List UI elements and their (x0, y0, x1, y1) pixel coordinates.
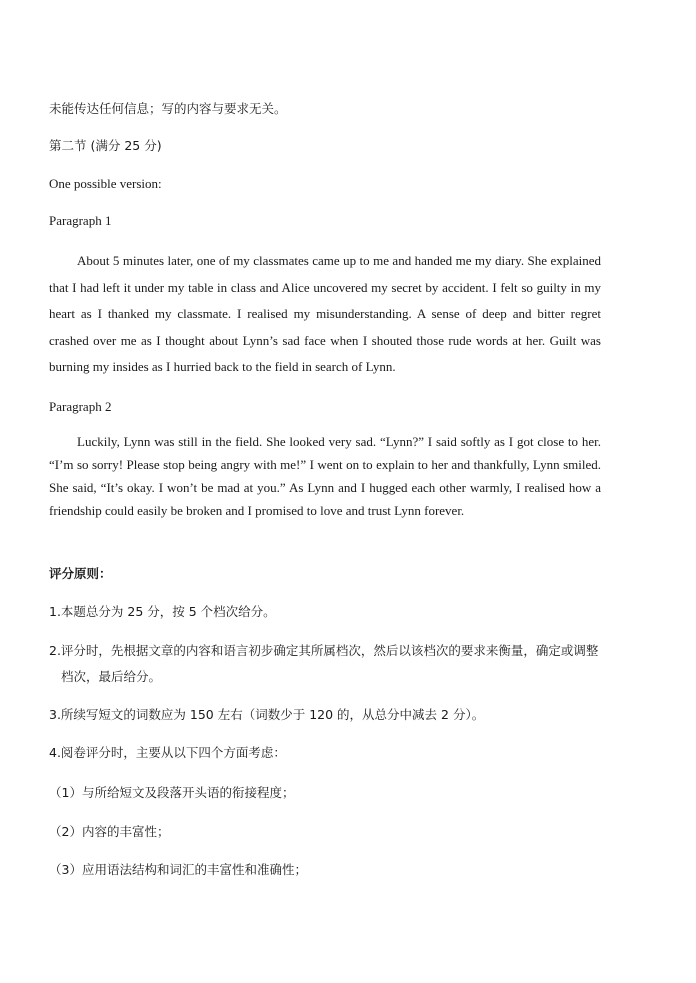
section-title: 第二节 (满分 25 分) (49, 138, 162, 153)
scoring-title: 评分原则： (49, 566, 112, 581)
version-label: One possible version: (49, 176, 162, 191)
paragraph-1-text: About 5 minutes later, one of my classmates came up to me and handed me my diary. She explained that I had left it under my table in class and Alice uncovered my secret by accident. I felt so guilty in my heart as I thanked my classmate. I realised my misunderstanding. A sense of deep and bitter regret crashed over me as I thought about Lynn’s sad face when I shouted those rude words at her. Guilt was burning my insides as I hurried back to the field in search of Lynn. (49, 253, 601, 374)
scoring-aspect-3: （3）应用语法结构和词汇的丰富性和准确性； (49, 862, 307, 877)
scoring-rule-1: 1.本题总分为 25 分，按 5 个档次给分。 (49, 604, 276, 619)
scoring-aspect-1: （1）与所给短文及段落开头语的衔接程度； (49, 785, 295, 800)
scoring-rule-4: 4.阅卷评分时，主要从以下四个方面考虑： (49, 745, 286, 760)
scoring-rule-2: 2.评分时，先根据文章的内容和语言初步确定其所属档次，然后以该档次的要求来衡量，确定或调整档次，最后给分。 (49, 643, 599, 684)
paragraph-1-label: Paragraph 1 (49, 213, 112, 228)
paragraph-2-label: Paragraph 2 (49, 399, 112, 414)
top-note: 未能传达任何信息；写的内容与要求无关。 (49, 101, 287, 116)
scoring-aspect-2: （2）内容的丰富性； (49, 824, 170, 839)
paragraph-2-text: Luckily, Lynn was still in the field. She looked very sad. “Lynn?” I said softly as I got close to her. “I’m so sorry! Please stop being angry with me!” I went on to explain to her and thankfully, Lynn smiled. She said, “It’s okay. I won’t be mad at you.” As Lynn and I hugged each other warmly, I realised how a friendship could easily be broken and I promised to love and trust Lynn forever. (49, 434, 601, 518)
scoring-rule-3: 3.所续写短文的词数应为 150 左右（词数少于 120 的，从总分中减去 2 分）。 (49, 707, 485, 722)
